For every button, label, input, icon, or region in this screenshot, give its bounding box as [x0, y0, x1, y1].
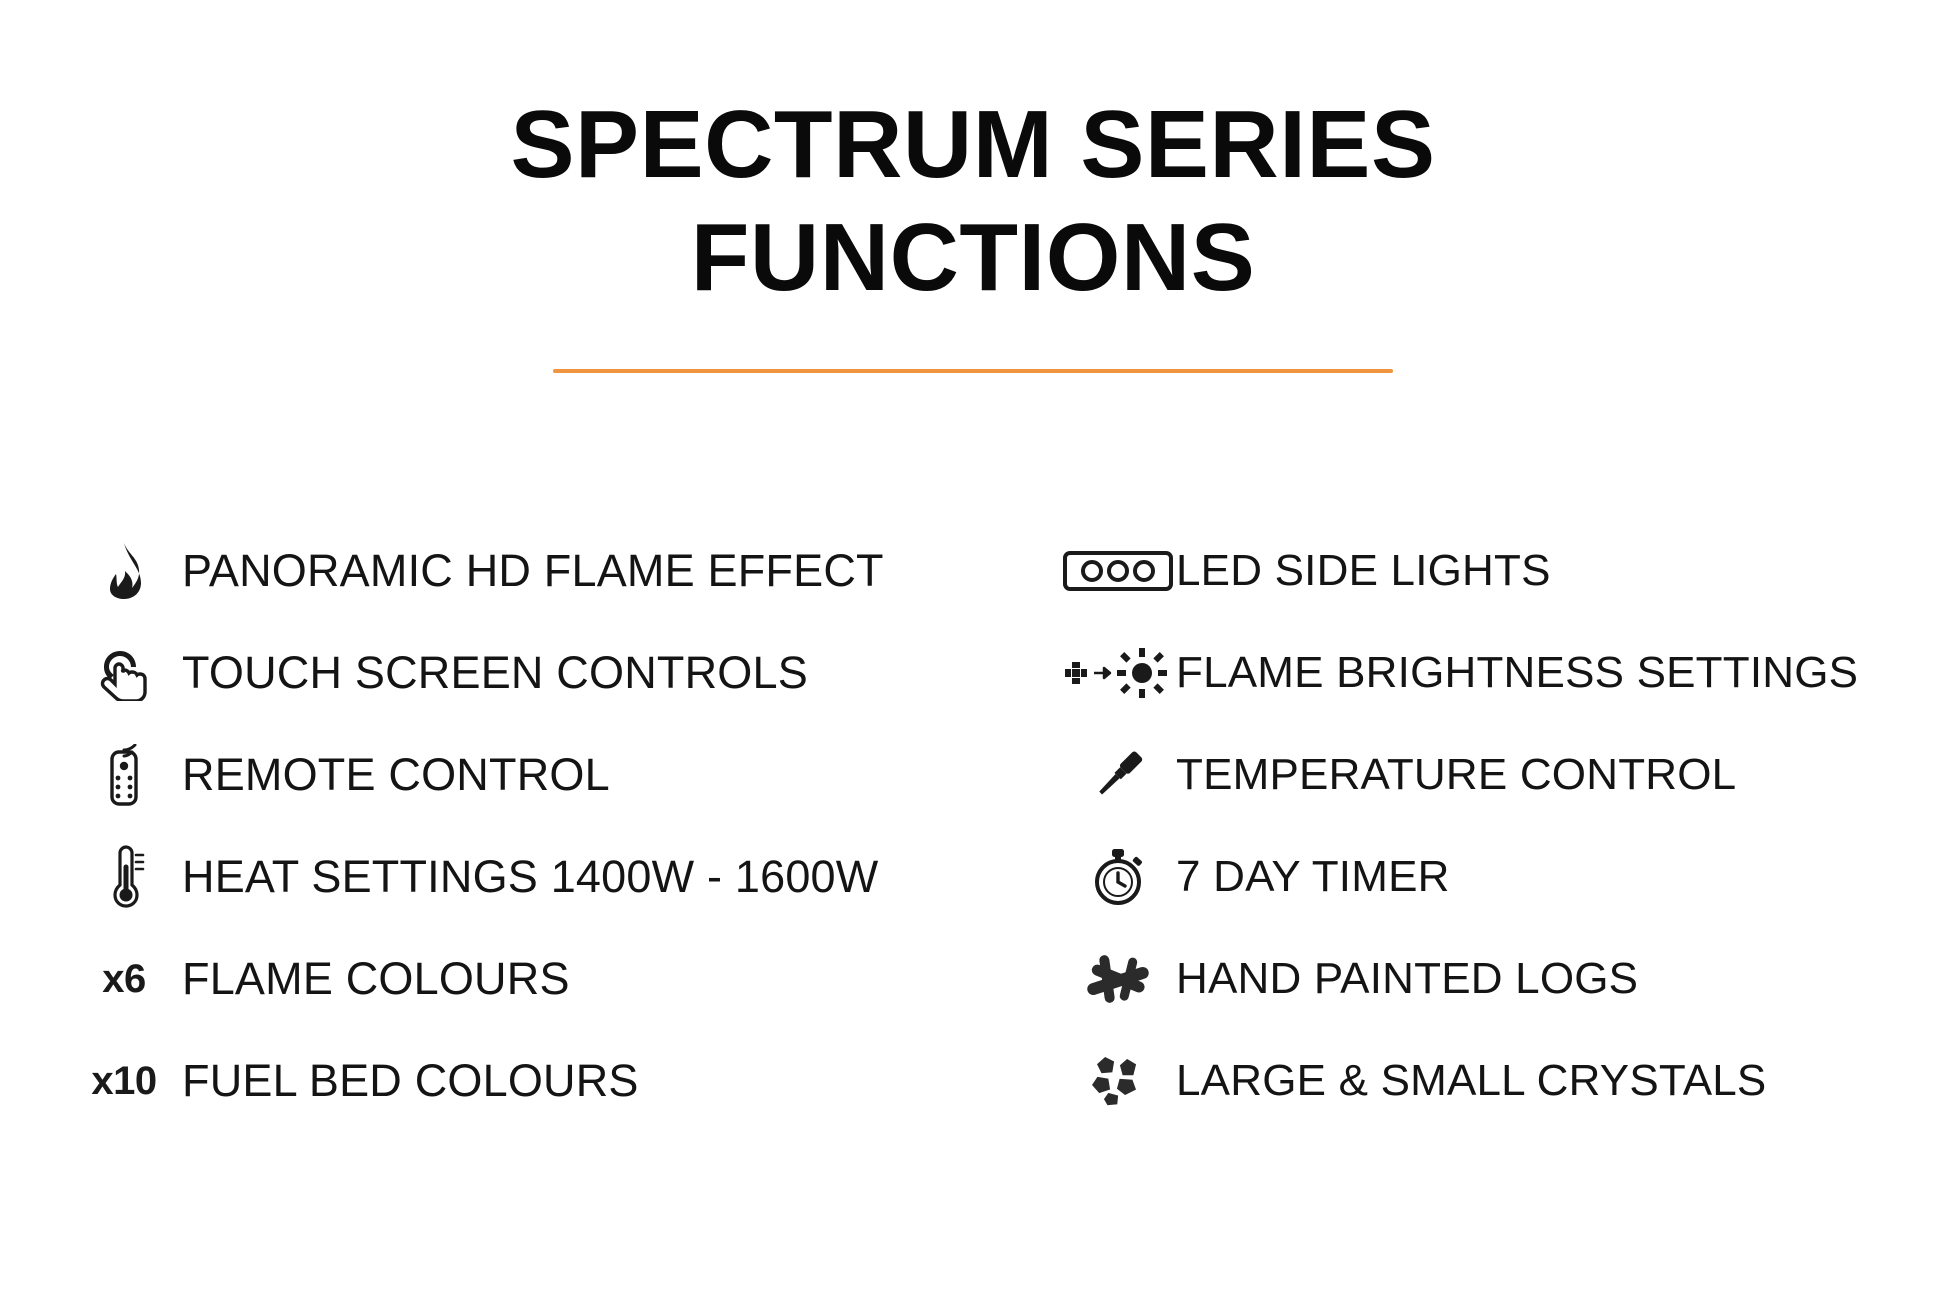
feature-flame-colours	[66, 928, 1040, 1030]
feature-label: HAND PAINTED LOGS	[1176, 954, 1639, 1003]
thermometer-icon	[66, 845, 182, 909]
feature-label: REMOTE CONTROL	[182, 749, 610, 800]
feature-label: FLAME COLOURS	[182, 953, 570, 1004]
feature-remote-control	[66, 724, 1040, 826]
stopwatch-icon	[1060, 846, 1176, 908]
feature-hand-painted-logs	[1060, 928, 1946, 1030]
title-divider	[553, 369, 1393, 373]
feature-label: LARGE & SMALL CRYSTALS	[1176, 1056, 1767, 1105]
count-badge-icon	[66, 957, 182, 1002]
brightness-icon	[1060, 648, 1176, 698]
feature-large-small-crystals	[1060, 1030, 1946, 1132]
count-badge-value: x10	[91, 1058, 157, 1103]
logs-icon	[1060, 951, 1176, 1007]
led-lights-icon	[1060, 543, 1176, 599]
screwdriver-icon	[1060, 744, 1176, 806]
page-title-line-1: SPECTRUM SERIES	[510, 91, 1436, 198]
touch-hand-icon	[66, 645, 182, 701]
feature-label: HEAT SETTINGS 1400W - 1600W	[182, 851, 879, 902]
feature-heat-settings	[66, 826, 1040, 928]
feature-fuel-bed-colours	[66, 1030, 1040, 1132]
crystals-icon	[1060, 1052, 1176, 1110]
feature-panoramic-hd-flame-effect	[66, 520, 1040, 622]
feature-label: TEMPERATURE CONTROL	[1176, 750, 1737, 799]
title-block	[0, 0, 1946, 373]
features-column-left	[0, 520, 1040, 1132]
remote-control-icon	[66, 744, 182, 806]
feature-label: FUEL BED COLOURS	[182, 1055, 639, 1106]
feature-temperature-control	[1060, 724, 1946, 826]
feature-label: 7 DAY TIMER	[1176, 852, 1450, 901]
feature-label: LED SIDE LIGHTS	[1176, 546, 1551, 595]
page-title-line-2: FUNCTIONS	[690, 204, 1256, 312]
count-badge-value: x6	[102, 956, 146, 1001]
feature-flame-brightness-settings	[1060, 622, 1946, 724]
feature-label: PANORAMIC HD FLAME EFFECT	[182, 545, 884, 596]
feature-label: FLAME BRIGHTNESS SETTINGS	[1176, 648, 1859, 697]
features-columns	[0, 520, 1946, 1132]
feature-touch-screen-controls	[66, 622, 1040, 724]
features-column-right	[1040, 520, 1946, 1132]
feature-7-day-timer	[1060, 826, 1946, 928]
feature-led-side-lights	[1060, 520, 1946, 622]
count-badge-icon	[66, 1059, 182, 1104]
feature-label: TOUCH SCREEN CONTROLS	[182, 647, 808, 698]
flame-icon	[66, 542, 182, 600]
